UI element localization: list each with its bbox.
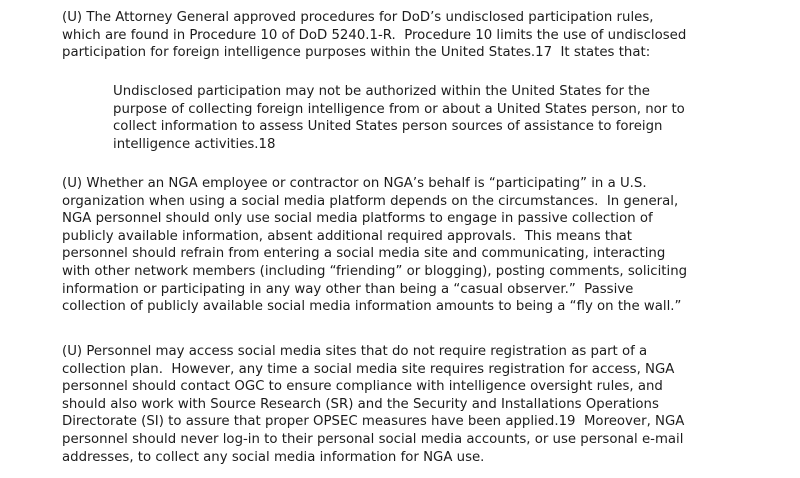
text-line: should also work with Source Research (SR) and the Security and Installations Operations xyxy=(62,396,659,412)
text-line: collection of publicly available social media information amounts to being a “fly on the wall.” xyxy=(62,299,682,315)
text-line: personnel should never log-in to their personal social media accounts, or use personal e-mail xyxy=(62,431,684,447)
text-line: (U) Personnel may access social media sites that do not require registration as part of a xyxy=(62,344,648,359)
text-line: intelligence activities.18 xyxy=(113,136,276,152)
text-line: publicly available information, absent additional required approvals. This means that xyxy=(62,228,632,244)
text-line: purpose of collecting foreign intelligence from or about a United States person, nor to xyxy=(113,101,685,117)
text-line: participation for foreign intelligence purposes within the United States.17 It states that: xyxy=(62,45,651,61)
text-line: with other network members (including “friending” or blogging), posting comments, soliciting xyxy=(62,263,688,279)
paragraph-registration xyxy=(62,343,684,466)
text-line: Directorate (SI) to assure that proper OPSEC measures have been applied.19 Moreover, NGA xyxy=(62,414,685,430)
paragraph-procedure-10 xyxy=(62,9,686,62)
text-line: (U) The Attorney General approved procedures for DoD’s undisclosed participation rules, xyxy=(62,10,654,25)
text-line: personnel should refrain from entering a social media site and communicating, interacting xyxy=(62,246,666,262)
text-line: organization when using a social media platform depends on the circumstances. In general, xyxy=(62,193,679,209)
text-line: addresses, to collect any social media information for NGA use. xyxy=(62,449,485,465)
text-line: personnel should contact OGC to ensure compliance with intelligence oversight rules, and xyxy=(62,379,663,395)
text-line: (U) Whether an NGA employee or contractor on NGA’s behalf is “participating” in a U.S. xyxy=(62,176,647,191)
text-line: which are found in Procedure 10 of DoD 5240.1-R. Procedure 10 limits the use of undisclosed xyxy=(62,27,687,43)
text-line: information or participating in any way other than being a “casual observer.” Passive xyxy=(62,281,634,297)
block-quote xyxy=(113,83,685,153)
text-line: collection plan. However, any time a social media site requires registration for access, NGA xyxy=(62,361,675,377)
paragraph-participating xyxy=(62,175,687,316)
text-line: NGA personnel should only use social media platforms to engage in passive collection of xyxy=(62,211,653,227)
text-line: Undisclosed participation may not be authorized within the United States for the xyxy=(113,84,650,99)
text-line: collect information to assess United States person sources of assistance to foreign xyxy=(113,119,663,135)
